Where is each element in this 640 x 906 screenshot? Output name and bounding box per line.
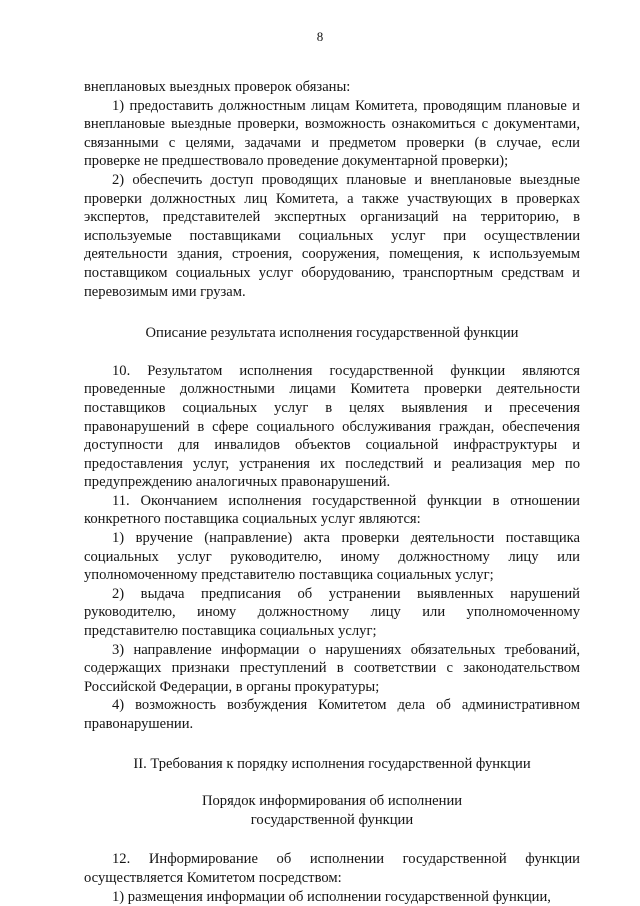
paragraph-item-1-documents: 1) предоставить должностным лицам Комитета, проводящим плановые и внеплановые выездные проверки, возможность ознакомиться с документами, связанными с целями, задачами и предметом проверки (в случае, если проверке не предшествовало проведение документарной проверки);	[84, 97, 580, 170]
paragraph-10-result: 10. Результатом исполнения государственной функции являются проведенные должностными лицами Комитета проверки деятельности поставщиков социальных услуг в целях выявления и пресечения правонарушений в сфере социального обслуживания граждан, обеспечения доступности для инвалидов объектов социальной инфраструктуры и предоставления услуг, устранения их последствий и реализация мер по предупреждению аналогичных правонарушений.	[84, 362, 580, 491]
paragraph-11-item-2: 2) выдача предписания об устранении выявленных нарушений руководителю, иному должностному лицу или уполномоченному представителю поставщика социальных услуг;	[84, 585, 580, 640]
paragraph-11-item-4: 4) возможность возбуждения Комитетом дела об административном правонарушении.	[84, 697, 580, 732]
section-heading-requirements: II. Требования к порядку исполнения государственной функции	[133, 755, 531, 772]
paragraph-item-2-access: 2) обеспечить доступ проводящих плановые и внеплановые выездные проверки должностных лиц Комитета, а также участвующих в проверках экспертов, представителей экспертных организаций на территорию, в используемые поставщиками социальных услуг при осуществлении деятельности здания, строения, сооружения, помещения, к используемым поставщиком социальных услуг оборудованию, транспортным средствам и перевозимым ими грузам.	[84, 171, 580, 300]
paragraph-12-item-1: 1) размещения информации об исполнении государственной функции,	[112, 888, 551, 905]
subsection-heading-line-1: Порядок информирования об исполнении	[201, 793, 463, 810]
paragraph-11-item-1: 1) вручение (направление) акта проверки деятельности поставщика социальных услуг руководителю, иному должностному лицу или уполномоченному представителю поставщика социальных услуг;	[84, 530, 580, 584]
paragraph-11-completion: 11. Окончанием исполнения государственной функции в отношении конкретного поставщика социальных услуг являются:	[84, 492, 580, 528]
page-number: 8	[316, 29, 324, 44]
section-heading-result: Описание результата исполнения государственной функции	[145, 325, 519, 342]
paragraph-continuation: внеплановых выездных проверок обязаны:	[84, 79, 351, 95]
subsection-heading-informing	[84, 792, 580, 829]
subsection-heading-line-2: государственной функции	[250, 811, 414, 828]
paragraph-11-item-3: 3) направление информации о нарушениях обязательных требований, содержащих признаки преступлений в соответствии с законодательством Российской Федерации, в органы прокуратуры;	[84, 641, 580, 695]
paragraph-12-informing: 12. Информирование об исполнении государственной функции осуществляется Комитетом посредством:	[84, 851, 580, 886]
page-body	[84, 78, 580, 906]
